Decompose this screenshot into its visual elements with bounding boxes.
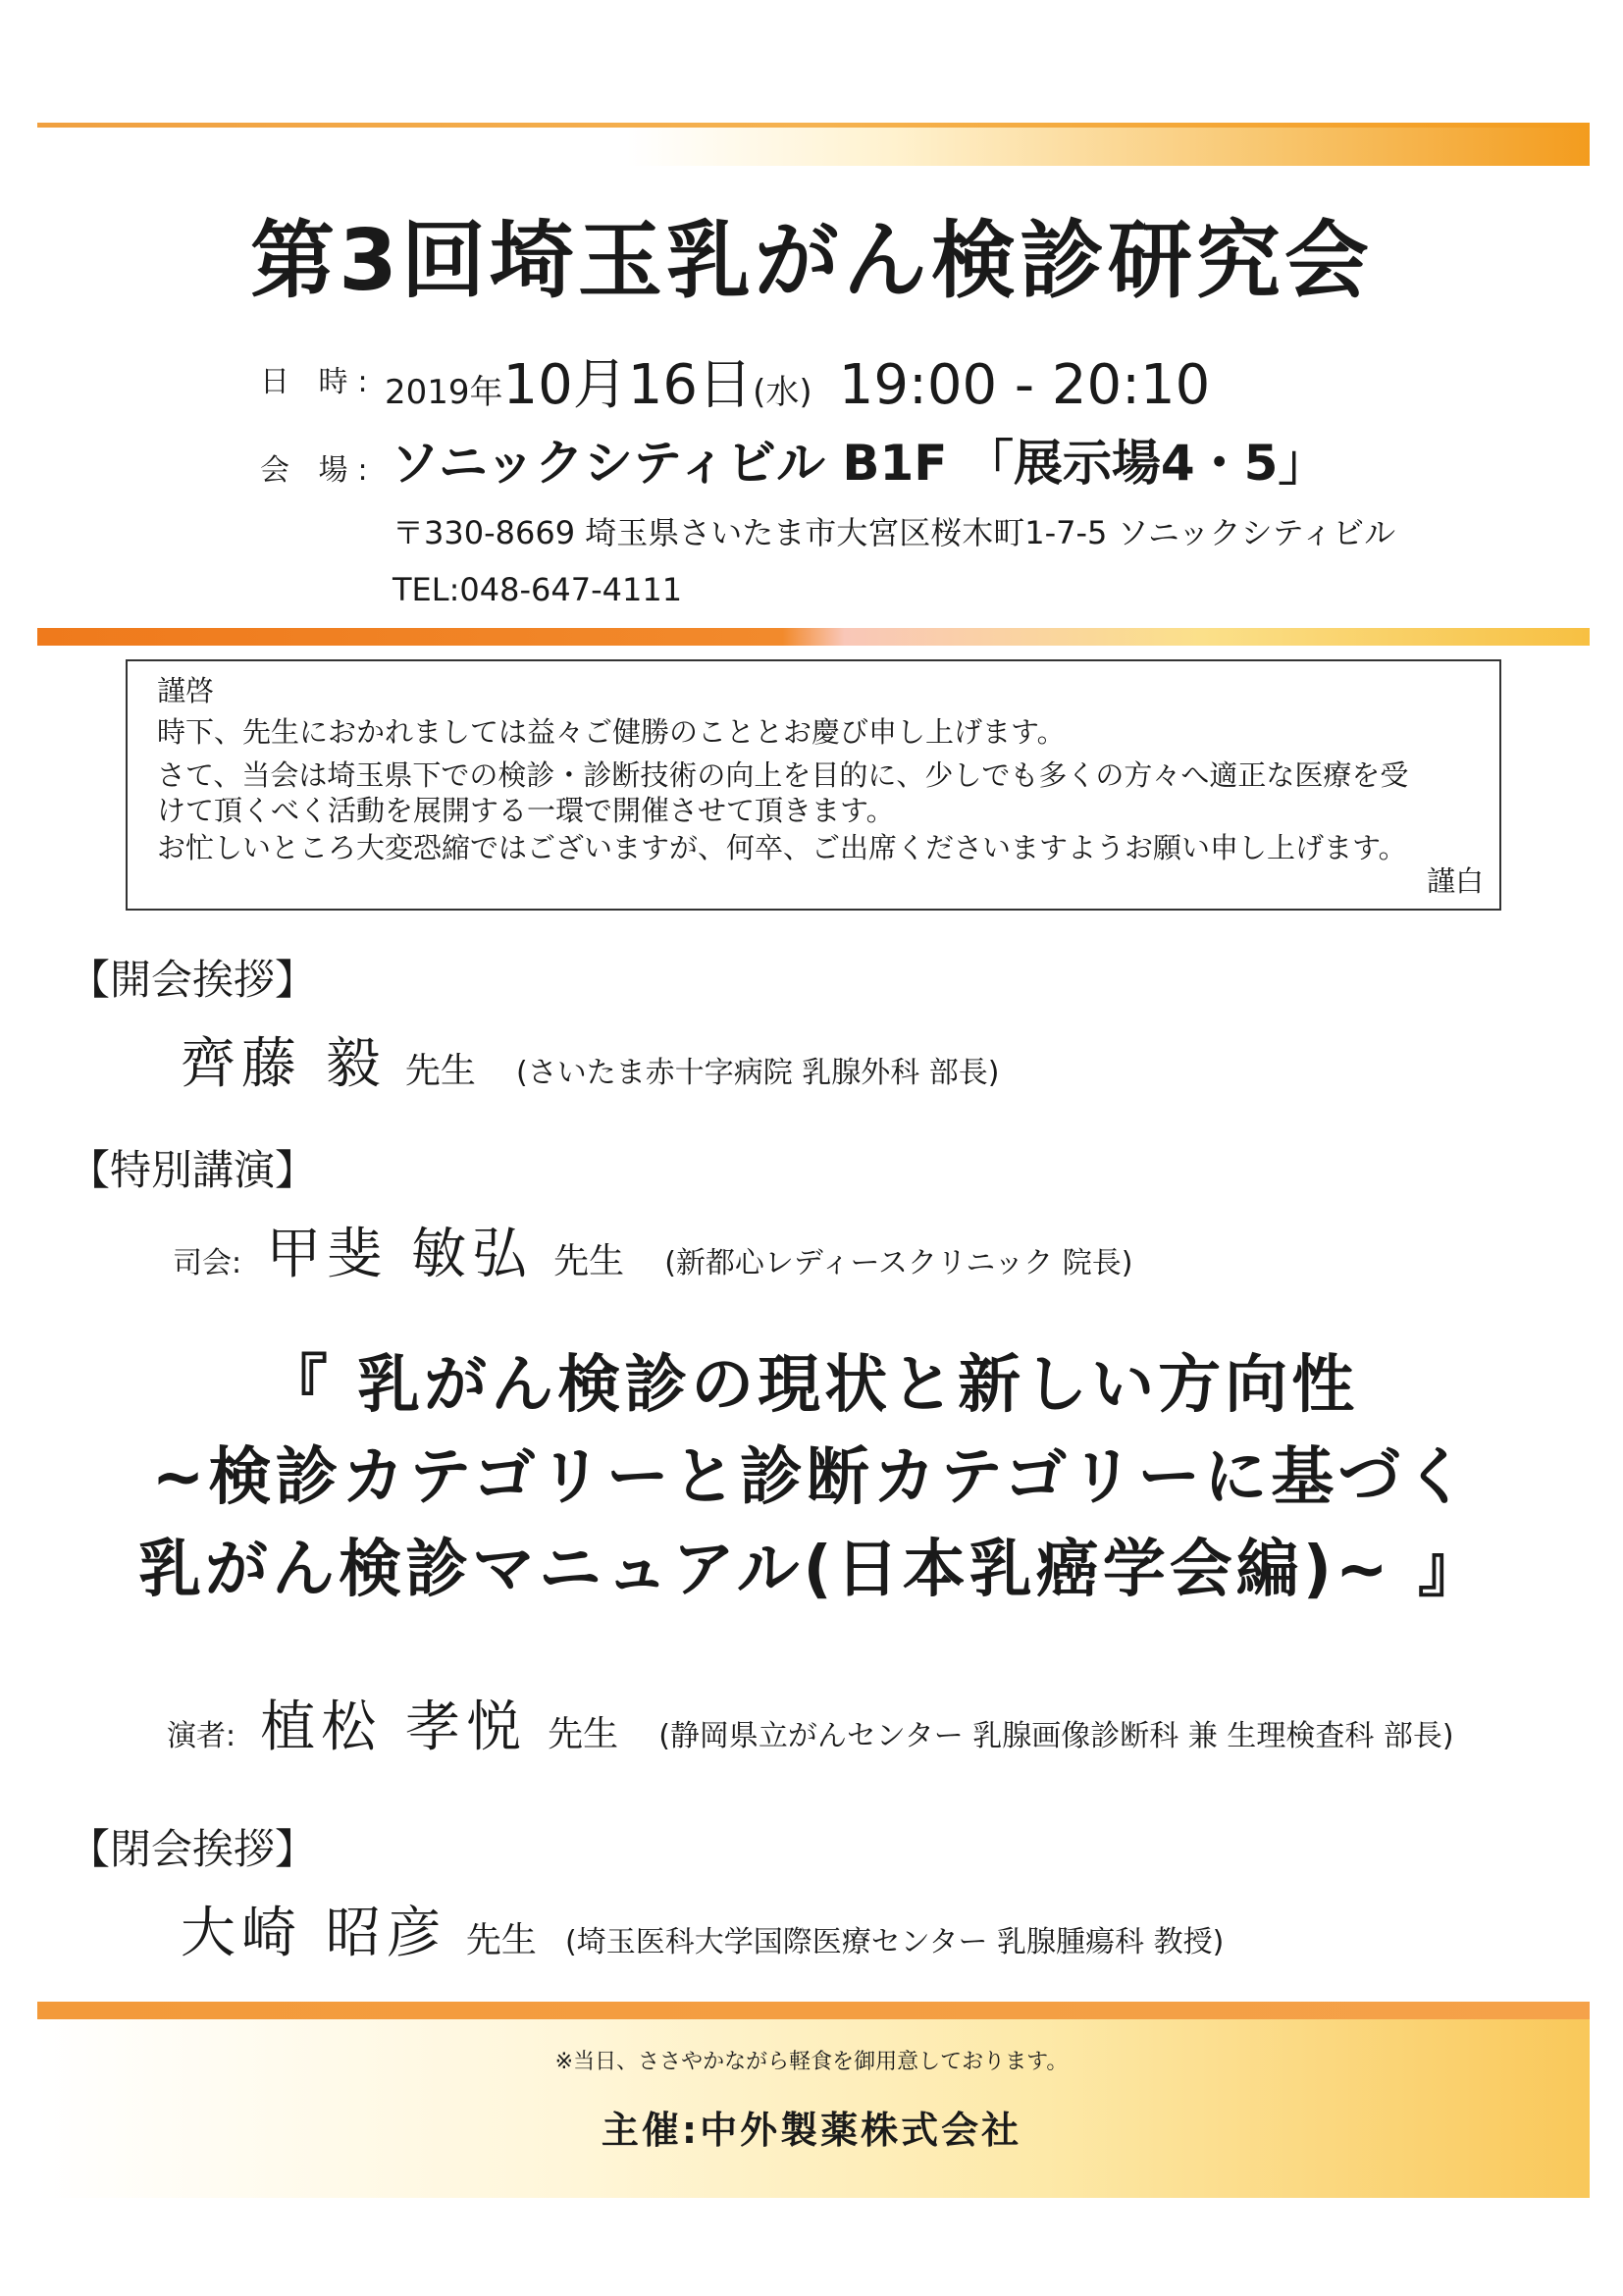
time-range: 19:00 - 20:10 xyxy=(838,353,1211,417)
closing-speaker-affiliation: (埼玉医科大学国際医療センター 乳腺腫瘍科 教授) xyxy=(565,1925,1225,1959)
greeting-line-2: さて、当会は埼玉県下での検診・診断技術の向上を目的に、少しでも多くの方々へ適正な医療を受 xyxy=(157,758,1409,792)
opening-remarks-speaker xyxy=(181,1020,1000,1099)
greeting-line-1: 時下、先生におかれましては益々ご健勝のこととお慶び申し上げます。 xyxy=(157,715,1066,749)
chair-name: 甲斐 敏弘 xyxy=(266,1223,534,1286)
speaker-name: 植松 孝悦 xyxy=(260,1696,528,1759)
header-gradient-band xyxy=(37,123,1590,166)
footer-top-rule xyxy=(37,2002,1590,2019)
speaker-affiliation: (静岡県立がんセンター 乳腺画像診断科 兼 生理検査科 部長) xyxy=(658,1719,1454,1753)
greeting-line-3: けて頂くべく活動を展開する一環で開催させて頂きます。 xyxy=(157,794,895,827)
date-value xyxy=(385,341,1210,420)
chair-label: 司会: xyxy=(173,1246,242,1280)
date-month: 10月 xyxy=(502,353,628,417)
date-year: 2019年 xyxy=(385,373,503,412)
special-lecture-heading: 【特別講演】 xyxy=(69,1146,317,1194)
greeting-line-4: お忙しいところ大変恐縮ではございますが、何卒、ご出席くださいますようお願い申し上げます。 xyxy=(157,831,1407,864)
speaker-title: 先生 xyxy=(548,1714,619,1754)
closing-speaker-title: 先生 xyxy=(465,1920,537,1960)
greeting-opening: 謹啓 xyxy=(157,674,215,707)
speaker-row xyxy=(167,1684,1454,1762)
lecture-title-line-1: 『 乳がん検診の現状と新しい方向性 xyxy=(264,1349,1359,1422)
date-day: 16日 xyxy=(627,353,754,417)
opening-speaker-name: 齊藤 毅 xyxy=(181,1032,387,1096)
venue-name: ソニックシティビル B1F 「展示場4・5」 xyxy=(391,435,1328,492)
header-top-rule xyxy=(37,123,1590,128)
date-label: 日 時: xyxy=(260,365,378,399)
lecture-title-line-3: 乳がん検診マニュアル(日本乳癌学会編)~ 』 xyxy=(138,1534,1485,1606)
opening-remarks-heading: 【開会挨拶】 xyxy=(69,956,317,1004)
chair-row xyxy=(173,1211,1132,1289)
greeting-closing: 謹白 xyxy=(1426,864,1484,898)
host-organization: 主催:中外製薬株式会社 xyxy=(601,2109,1022,2152)
header-bottom-rule xyxy=(37,628,1590,646)
closing-remarks-heading: 【閉会挨拶】 xyxy=(69,1825,317,1873)
opening-speaker-affiliation: (さいたま赤十字病院 乳腺外科 部長) xyxy=(516,1056,1000,1090)
refreshment-note: ※当日、ささやかながら軽食を御用意しております。 xyxy=(554,2050,1069,2074)
speaker-label: 演者: xyxy=(167,1719,236,1753)
chair-affiliation: (新都心レディースクリニック 院長) xyxy=(664,1246,1133,1280)
page-title: 第3回埼玉乳がん検診研究会 xyxy=(250,212,1373,310)
opening-speaker-title: 先生 xyxy=(404,1051,476,1091)
venue-tel: TEL:048-647-4111 xyxy=(393,571,683,608)
closing-remarks-speaker xyxy=(181,1890,1224,1968)
greeting-box xyxy=(126,659,1501,911)
venue-address: 〒330-8669 埼玉県さいたま市大宮区桜木町1-7-5 ソニックシティビル xyxy=(393,514,1396,551)
closing-speaker-name: 大崎 昭彦 xyxy=(181,1902,447,1965)
lecture-title-line-2: ~検診カテゴリーと診断カテゴリーに基づく xyxy=(151,1441,1472,1514)
chair-title: 先生 xyxy=(553,1241,625,1281)
date-weekday: (水) xyxy=(753,373,812,412)
venue-label: 会 場: xyxy=(260,453,378,488)
